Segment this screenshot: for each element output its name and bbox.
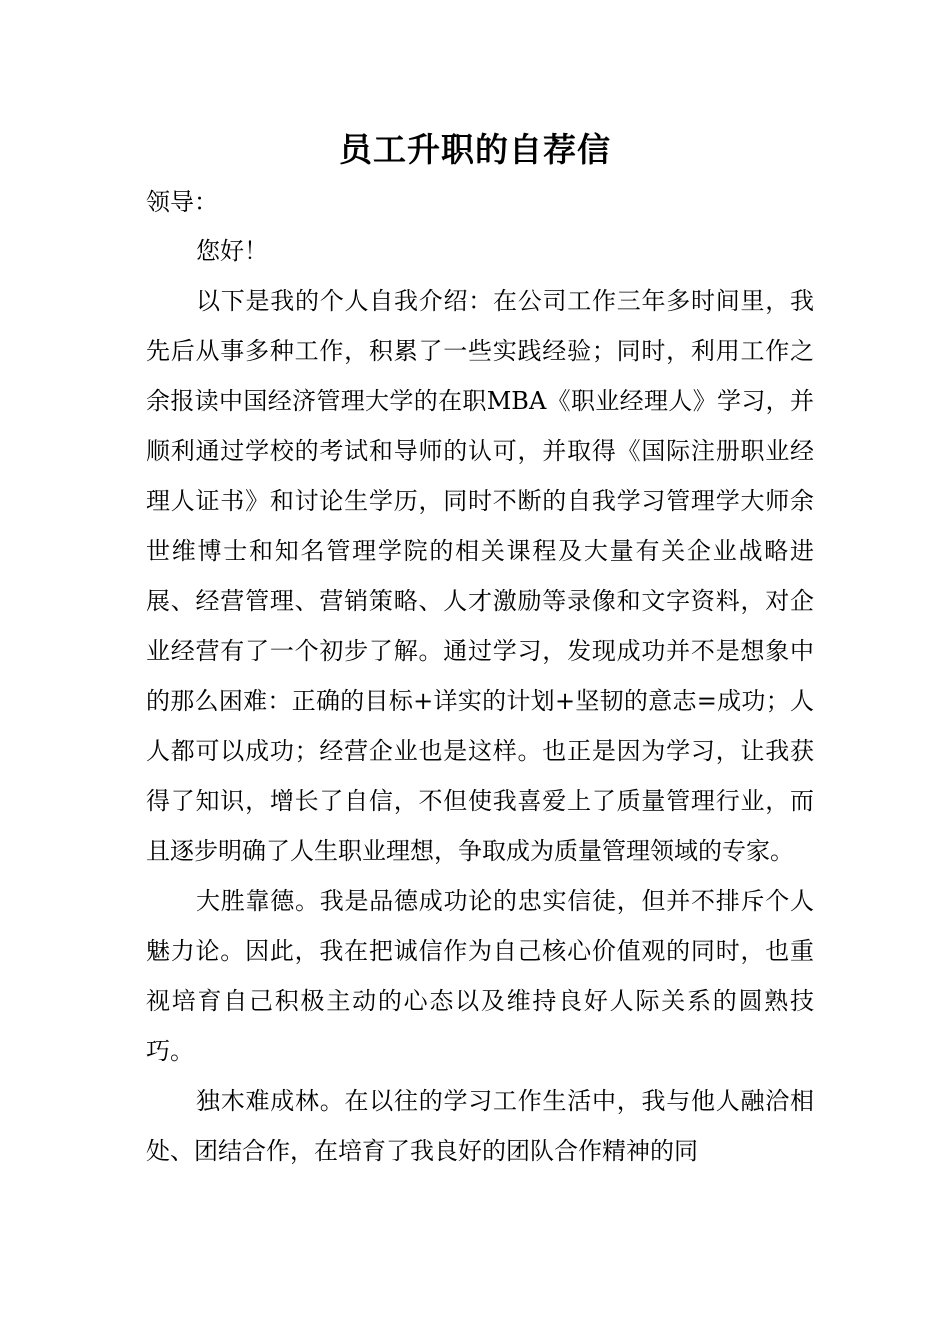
paragraph: 以下是我的个人自我介绍：在公司工作三年多时间里，我先后从事多种工作，积累了一些实践经验；同时，利用工作之余报读中国经济管理大学的在职MBA《职业经理人》学习，并顺利通过学校的考试和导师的认可，并取得《国际注册职业经理人证书》和讨论生学历，同时不断的自我学习管理学大师余世维博士和知名管理学院的相关课程及大量有关企业战略进展、经营管理、营销策略、人才激励等录像和文字资料，对企业经营有了一个初步了解。通过学习，发现成功并不是想象中的那么困难：正确的目标+详实的计划+坚韧的意志=成功；人人都可以成功；经营企业也是这样。也正是因为学习，让我获得了知识，增长了自信，不但使我喜爱上了质量管理行业，而且逐步明确了人生职业理想，争取成为质量管理领域的专家。 bbox=[146, 287, 814, 865]
document-title: 员工升职的自荐信 bbox=[339, 130, 611, 169]
paragraph: 大胜靠德。我是品德成功论的忠实信徒，但并不排斥个人魅力论。因此，我在把诚信作为自己核心价值观的同时，也重视培育自己积极主动的心态以及维持良好人际关系的圆熟技巧。 bbox=[146, 887, 814, 1065]
letter-body bbox=[146, 226, 814, 1176]
paragraph: 独木难成林。在以往的学习工作生活中，我与他人融洽相处、团结合作，在培育了我良好的团队合作精神的同 bbox=[146, 1087, 814, 1165]
paragraph-greeting: 您好！ bbox=[196, 237, 268, 265]
salutation: 领导： bbox=[146, 188, 218, 216]
